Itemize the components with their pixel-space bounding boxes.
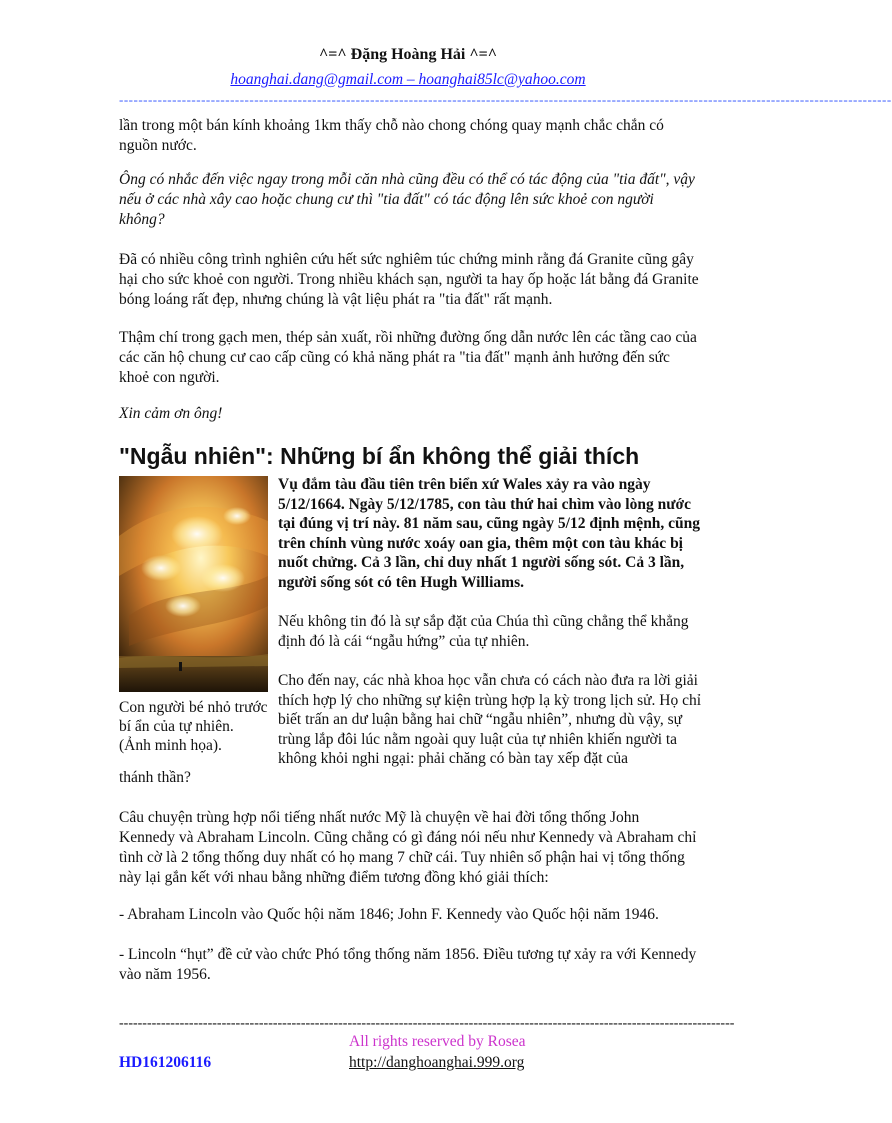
article-paragraph-a: Nếu không tin đó là sự sắp đặt của Chúa thì cũng chẳng thể khẳng định đó là cái “ngẫu hứng” của tự nhiên. <box>278 613 689 650</box>
list-item: - Abraham Lincoln vào Quốc hội năm 1846; John F. Kennedy vào Quốc hội năm 1946. <box>119 906 659 923</box>
email-separator: – <box>403 71 419 88</box>
author-header: ^=^ Đặng Hoàng Hải ^=^ <box>318 46 498 63</box>
paragraph-water-source: lần trong một bán kính khoảng 1km thấy chỗ nào chong chóng quay mạnh chắc chắn có nguồn nước. <box>119 117 664 154</box>
question-paragraph: Ông có nhắc đến việc ngay trong mỗi căn nhà cũng đều có thể có tác động của "tia đất", vậy nếu ở các nhà xây cao hoặc chung cư thì "tia đất" có tác động lên sức khoẻ con người không? <box>119 171 695 228</box>
article-heading: "Ngẫu nhiên": Những bí ẩn không thể giải thích <box>119 443 640 469</box>
thanks-line: Xin cảm ơn ông! <box>119 405 223 422</box>
author-emails <box>0 71 816 89</box>
article-illustration <box>119 476 268 692</box>
article-paragraph-b: Cho đến nay, các nhà khoa học vẫn chưa có cách nào đưa ra lời giải thích hợp lý cho những sự kiện trùng hợp lạ kỳ trong lịch sử. Họ chỉ biết trấn an dư luận bằng hai chữ “ngẫu nhiên”, nhưng dù vậy, sự trùng lắp đôi lúc nằm ngoài quy luật của tự nhiên khiến người ta không khỏi nghi ngại: phải chăng có bàn tay xếp đặt của <box>278 672 702 767</box>
illustration-cosmic-lights-icon <box>119 476 268 692</box>
header-divider: ---------------------------------------------------------------------------------------------------------------------------------------------------------------- <box>119 92 892 107</box>
paragraph-materials: Thậm chí trong gạch men, thép sản xuất, rồi những đường ống dẫn nước lên các tầng cao của các căn hộ chung cư cao cấp cũng có khả năng phát ra "tia đất" mạnh ảnh hưởng đến sức khoẻ con người. <box>119 329 697 386</box>
paragraph-granite: Đã có nhiều công trình nghiên cứu hết sức nghiêm túc chứng minh rằng đá Granite cũng gây hại cho sức khoẻ con người. Trong nhiều khách sạn, người ta hay ốp hoặc lát bằng đá Granite bóng loáng rất đẹp, nhưng chúng là vật liệu phát ra "tia đất" rất mạnh. <box>119 251 699 308</box>
footer-divider: ------------------------------------------------------------------------------------------------------------------------------------ <box>119 1016 735 1031</box>
article-paragraph-b-end: thánh thần? <box>119 769 191 786</box>
email-link-yahoo[interactable]: hoanghai85lc@yahoo.com <box>418 71 586 88</box>
image-caption: Con người bé nhỏ trước bí ẩn của tự nhiên. (Ảnh minh họa). <box>119 699 268 754</box>
article-paragraph-c: Câu chuyện trùng hợp nổi tiếng nhất nước Mỹ là chuyện về hai đời tổng thống John Kennedy và Abraham Lincoln. Cũng chẳng có gì đáng nói nếu như Kennedy và Abraham chỉ tình cờ là 2 tổng thống duy nhất có họ mang 7 chữ cái. Tuy nhiên số phận hai vị tổng thống này lại gắn kết với nhau bằng những điểm tương đồng khó giải thích: <box>119 809 697 886</box>
article-lead: Vụ đắm tàu đầu tiên trên biển xứ Wales xảy ra vào ngày 5/12/1664. Ngày 5/12/1785, con tàu thứ hai chìm vào lòng nước tại đúng vị trí này. 81 năm sau, cũng ngày 5/12 định mệnh, cũng trên chính vùng nước xoáy oan gia, thêm một con tàu khác bị nuốt chửng. Cả 3 lần, chỉ duy nhất 1 người sống sót. Cả 3 lần, người sống sót có tên Hugh Williams. <box>278 476 701 591</box>
website-link[interactable]: http://danghoanghai.999.org <box>349 1054 525 1071</box>
copyright-notice: All rights reserved by Rosea <box>349 1033 526 1050</box>
document-id: HD161206116 <box>119 1054 212 1071</box>
list-item: - Lincoln “hụt” đề cử vào chức Phó tổng thống năm 1856. Điều tương tự xảy ra với Kennedy vào năm 1956. <box>119 946 697 983</box>
email-link-gmail[interactable]: hoanghai.dang@gmail.com <box>230 71 404 88</box>
